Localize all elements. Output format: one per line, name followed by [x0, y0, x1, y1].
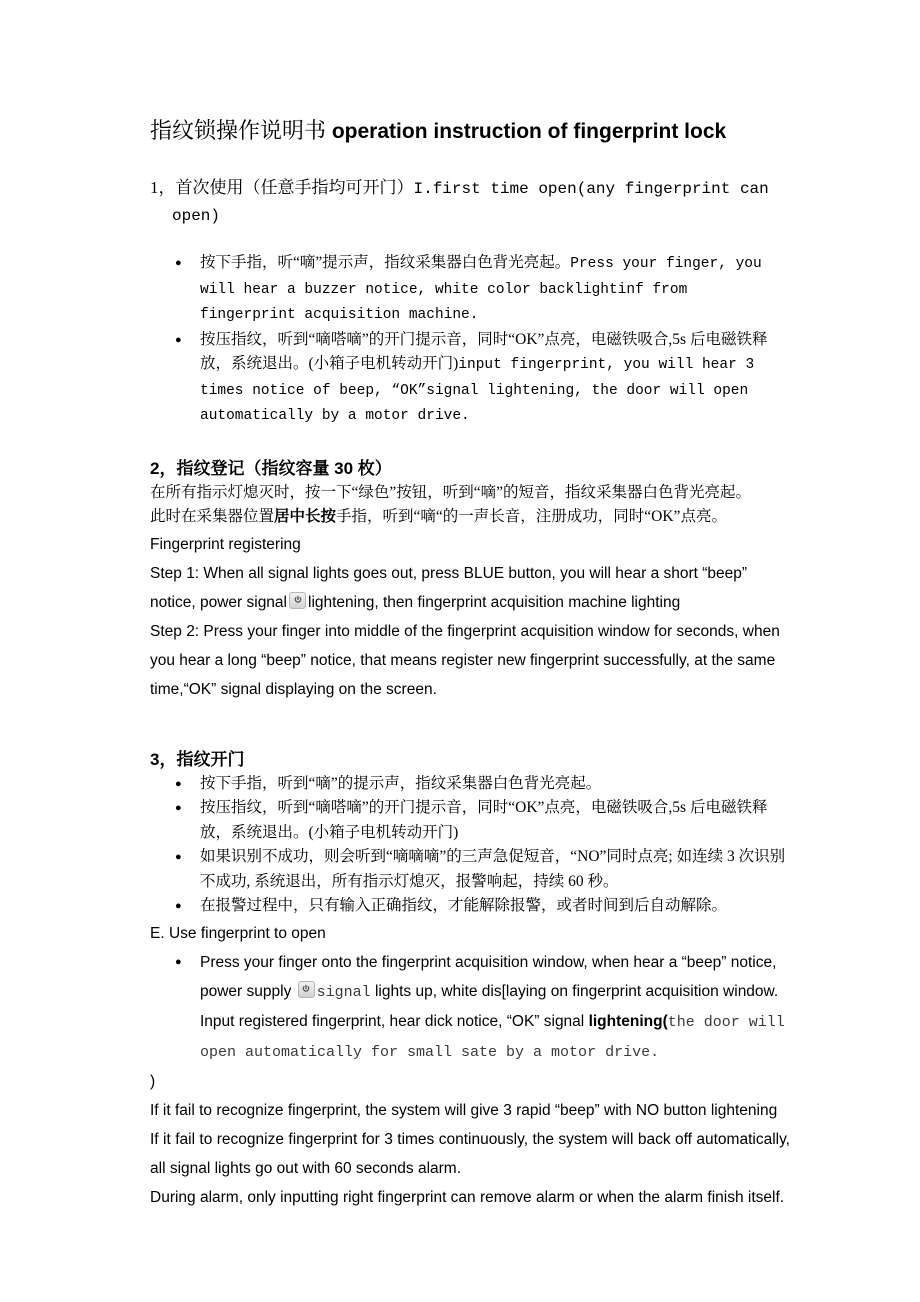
- cn-line-2-emphasis: 居中长按: [274, 508, 337, 525]
- bullet-1-cn: 按下手指，听“嘀”提示声，指纹采集器白色背光亮起。: [200, 254, 571, 271]
- section-2-cn-line-1: 在所有指示灯熄灭时，按一下“绿色”按钮，听到“嘀”的短音，指纹采集器白色背光亮起。: [150, 483, 752, 501]
- step-1-text-a: Step 1: When all signal lights goes out, press BLUE button, you will hear a short “beep” notice, power signal: [150, 564, 748, 611]
- section-1-heading: [150, 147, 790, 229]
- fingerprint-registering-label: Fingerprint registering: [150, 535, 301, 553]
- spacer: [150, 704, 790, 748]
- section-2-heading: 2，指纹登记（指纹容量 30 枚）: [150, 458, 392, 478]
- list-item: ● 在报警过程中，只有输入正确指纹，才能解除报警，或者时间到后自动解除。: [150, 894, 790, 919]
- section-1-heading-en: I.first time open(any fingerprint can open): [172, 180, 769, 225]
- e-bullet-text-b: lights up, white dis[laying on fingerprint acquisition window. Input registered fingerprint, hear dick notice, “OK” signal: [200, 982, 779, 1030]
- list-item: ● 按压指纹，听到“嘀嗒嘀”的开门提示音，同时“OK”点亮，电磁铁吸合,5s 后电磁铁释放，系统退出。(小箱子电机转动开门): [150, 796, 790, 845]
- power-icon: [298, 981, 315, 998]
- section-e-heading: E. Use fingerprint to open: [150, 924, 326, 942]
- list-item: [150, 328, 790, 429]
- bullet-2-cn: 按压指纹，听到“嘀嗒嘀”的开门提示音，同时“OK”点亮，电磁铁吸合,5s 后电磁铁释放，系统退出。(小箱子电机转动开门): [200, 330, 768, 372]
- cn-line-2-part-a: 此时在采集器位置: [150, 508, 275, 525]
- closing-paren: ): [150, 1072, 156, 1090]
- section-e-para-1: If it fail to recognize fingerprint, the system will give 3 rapid “beep” with NO button lightening: [150, 1101, 778, 1119]
- spacer: [150, 229, 790, 251]
- list-item: ● 如果识别不成功，则会听到“嘀嘀嘀”的三声急促短音，“NO”同时点亮; 如连续 3 次识别不成功, 系统退出，所有指示灯熄灭，报警响起，持续 60 秒。: [150, 845, 790, 894]
- page-title-en: operation instruction of fingerprint lock: [326, 120, 727, 143]
- section-1-bullets: [150, 251, 790, 429]
- page-title-cn: 指纹锁操作说明书: [150, 118, 327, 143]
- section-e-para-3: During alarm, only inputting right fingerprint can remove alarm or when the alarm finish itself.: [150, 1188, 785, 1206]
- cn-line-2-part-b: 手指，听到“嘀“的一声长音，注册成功，同时“OK”点亮。: [336, 508, 727, 525]
- list-item: [150, 948, 790, 1067]
- section-3-heading: 3，指纹开门: [150, 749, 245, 769]
- e-bullet-text-a: Press your finger onto the fingerprint acquisition window, when hear a “beep” notice, power supply: [200, 953, 777, 1000]
- e-bullet-lightening: lightening(: [588, 1012, 668, 1030]
- list-item: ● 按下手指，听到“嘀”的提示声，指纹采集器白色背光亮起。: [150, 772, 790, 797]
- section-2-cn-line-2: [150, 505, 790, 530]
- bullet-2-en: input fingerprint, you will hear 3 times notice of beep, “OK”signal lightening, the door will open automatically by a motor drive.: [200, 357, 755, 424]
- section-1-heading-cn: 1，首次使用（任意手指均可开门）: [150, 178, 414, 197]
- list-item: [150, 251, 790, 328]
- section-3-bullets: [150, 772, 790, 919]
- e-bullet-mono-signal: signal: [316, 983, 371, 1001]
- document-body: [150, 0, 790, 1212]
- section-e-para-2: If it fail to recognize fingerprint for 3 times continuously, the system will back off automatically, all signal lights go out with 60 seconds alarm.: [150, 1130, 790, 1177]
- section-e-bullets: [150, 948, 790, 1067]
- section-2-step-2: Step 2: Press your finger into middle of the fingerprint acquisition window for seconds, when you hear a long “beep” notice, that means register new fingerprint successfully, at the same time,“OK” signal displaying on the screen.: [150, 622, 780, 698]
- step-1-text-b: lightening, then fingerprint acquisition machine lighting: [308, 593, 681, 611]
- e-bullet-mono-tail: the door will open automatically for small sate by a motor drive.: [200, 1013, 785, 1061]
- page-title: [150, 0, 790, 147]
- power-icon: [289, 592, 306, 609]
- bullet-1-en: Press your finger, you will hear a buzzer notice, white color backlightinf from fingerprint acquisition machine.: [200, 256, 762, 323]
- section-2-step-1: [150, 559, 790, 617]
